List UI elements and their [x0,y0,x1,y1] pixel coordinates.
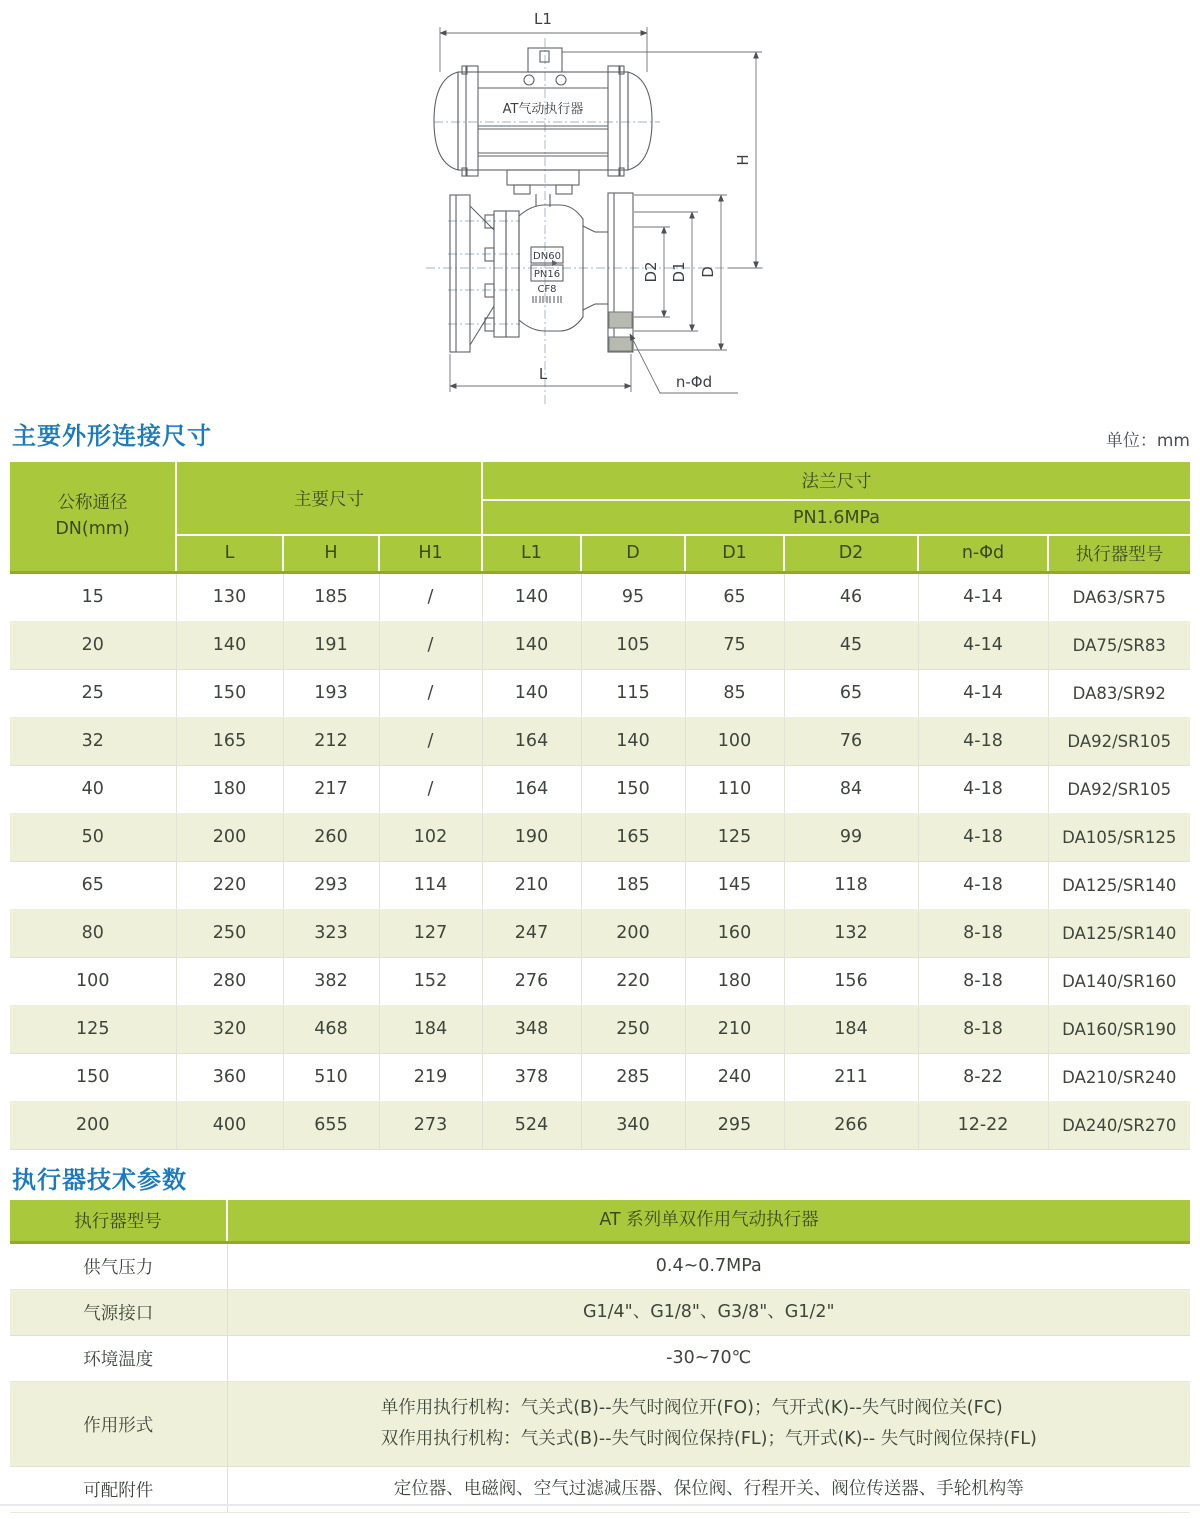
dim-cell: 32 [10,717,176,765]
dim-cell: 140 [482,621,581,669]
dim-cell: / [379,765,482,813]
dim-cell: 164 [482,765,581,813]
dim-cell: 180 [176,765,283,813]
dim-cell: 360 [176,1053,283,1101]
dim-cell: 12-22 [918,1101,1048,1149]
dim-cell: 220 [176,861,283,909]
dim-cell: 132 [784,909,918,957]
table-row [10,572,1190,621]
dim-cell: 273 [379,1101,482,1149]
dim-cell: 185 [581,861,685,909]
dim-cell: 125 [685,813,784,861]
dim-label-n-phid: n-Φd [675,373,713,391]
dim-cell: 212 [283,717,379,765]
dim-cell: 184 [379,1005,482,1053]
spec-row [10,1336,1190,1382]
column-header: D [581,535,685,572]
dim-cell: 219 [379,1053,482,1101]
dim-cell: 95 [581,572,685,621]
spec-label: 作用形式 [10,1382,227,1467]
dim-cell: 140 [482,669,581,717]
dim-cell: 400 [176,1101,283,1149]
dim-cell: 145 [685,861,784,909]
dim-cell: 65 [685,572,784,621]
dim-cell: 85 [685,669,784,717]
unit-label: 单位：mm [1105,431,1190,451]
dim-cell: 211 [784,1053,918,1101]
dim-cell: 293 [283,861,379,909]
section-title-dimensions: 主要外形连接尺寸 [12,422,212,450]
header-row-groups [10,462,1190,500]
dim-cell: 468 [283,1005,379,1053]
spec-row [10,1382,1190,1467]
column-header-dn-line1: 公称通径 [57,493,128,514]
spec-row [10,1290,1190,1336]
table-row [10,621,1190,669]
spec-value: G1/4"、G1/8"、G3/8"、G1/2" [227,1290,1190,1336]
valve-technical-drawing [388,2,808,410]
dim-label-l1: L1 [534,10,552,28]
dim-cell: 193 [283,669,379,717]
dim-cell: 76 [784,717,918,765]
dim-cell: 285 [581,1053,685,1101]
dim-cell: 184 [784,1005,918,1053]
dim-cell: 114 [379,861,482,909]
dim-cell: 276 [482,957,581,1005]
dim-cell: 320 [176,1005,283,1053]
dim-cell: 510 [283,1053,379,1101]
dim-cell: 250 [176,909,283,957]
dim-cell: 75 [685,621,784,669]
dim-cell: 185 [283,572,379,621]
dim-cell: 105 [581,621,685,669]
dim-cell: 25 [10,669,176,717]
dim-cell: DA63/SR75 [1048,572,1190,621]
table-row [10,765,1190,813]
dim-cell: 524 [482,1101,581,1149]
spec-label: 环境温度 [10,1336,227,1382]
dim-cell: 340 [581,1101,685,1149]
dim-cell: 8-22 [918,1053,1048,1101]
dim-cell: 65 [10,861,176,909]
dim-label-d1: D1 [670,261,688,283]
dim-cell: 240 [685,1053,784,1101]
dim-cell: DA105/SR125 [1048,813,1190,861]
table-row [10,861,1190,909]
dim-cell: DA160/SR190 [1048,1005,1190,1053]
column-group-pn: PN1.6MPa [482,500,1190,535]
spec-value: 0.4~0.7MPa [227,1243,1190,1290]
table-row [10,909,1190,957]
centerlines [426,38,764,404]
dim-label-d2: D2 [642,261,660,283]
dimension-lines [440,27,762,393]
valve-mark-pn: PN16 [533,269,561,280]
dim-cell: 8-18 [918,909,1048,957]
column-group-flange: 法兰尺寸 [482,462,1190,500]
dim-cell: 140 [482,572,581,621]
dim-cell: / [379,572,482,621]
table-row [10,1053,1190,1101]
column-header: n-Φd [918,535,1048,572]
dim-cell: DA210/SR240 [1048,1053,1190,1101]
column-header: H [283,535,379,572]
dim-cell: 323 [283,909,379,957]
dim-cell: 100 [10,957,176,1005]
dim-cell: 127 [379,909,482,957]
dim-cell: 164 [482,717,581,765]
dim-cell: 4-14 [918,621,1048,669]
spec-value: AT 系列单双作用气动执行器 [227,1200,1190,1243]
dim-cell: 190 [482,813,581,861]
dim-cell: 200 [581,909,685,957]
dim-cell: DA140/SR160 [1048,957,1190,1005]
dim-cell: 165 [581,813,685,861]
dim-cell: 40 [10,765,176,813]
dim-cell: 140 [176,621,283,669]
column-header: L1 [482,535,581,572]
spec-row [10,1243,1190,1290]
dim-cell: 200 [10,1101,176,1149]
dim-cell: 210 [482,861,581,909]
dim-cell: 382 [283,957,379,1005]
table-row [10,669,1190,717]
dim-cell: 45 [784,621,918,669]
dim-cell: 220 [581,957,685,1005]
dim-label-d: D [699,266,717,278]
dim-cell: 110 [685,765,784,813]
dim-cell: 118 [784,861,918,909]
table-row [10,813,1190,861]
dim-cell: 295 [685,1101,784,1149]
dim-cell: / [379,621,482,669]
valve-drawing-svg [388,2,808,410]
dim-cell: 4-18 [918,765,1048,813]
dim-cell: 217 [283,765,379,813]
dim-cell: 210 [685,1005,784,1053]
dim-cell: 156 [784,957,918,1005]
spec-label: 执行器型号 [10,1200,227,1243]
dim-cell: DA125/SR140 [1048,909,1190,957]
dim-cell: 20 [10,621,176,669]
table-row [10,1101,1190,1149]
valve-mark-material: CF8 [537,284,557,295]
actuator-section-header [12,1160,1190,1195]
dim-cell: 80 [10,909,176,957]
dim-cell: 150 [176,669,283,717]
dim-cell: 84 [784,765,918,813]
dim-cell: 655 [283,1101,379,1149]
dim-label-l: L [538,365,548,383]
dim-cell: 4-14 [918,572,1048,621]
column-header: 执行器型号 [1048,535,1190,572]
dim-cell: 15 [10,572,176,621]
spec-label: 供气压力 [10,1243,227,1290]
dim-cell: DA83/SR92 [1048,669,1190,717]
actuator-outline [434,48,652,207]
dim-cell: 180 [685,957,784,1005]
dim-cell: 160 [685,909,784,957]
column-header: D1 [685,535,784,572]
page-bottom-divider [0,1504,1200,1506]
dim-cell: 140 [581,717,685,765]
table-row [10,957,1190,1005]
dim-cell: 46 [784,572,918,621]
dimensions-table [10,462,1190,1150]
spec-label: 可配附件 [10,1467,227,1513]
dim-cell: 152 [379,957,482,1005]
dim-cell: 165 [176,717,283,765]
dim-cell: 191 [283,621,379,669]
spec-value: -30~70℃ [227,1336,1190,1382]
dim-cell: DA75/SR83 [1048,621,1190,669]
dim-cell: 378 [482,1053,581,1101]
dim-cell: DA92/SR105 [1048,717,1190,765]
spec-label: 气源接口 [10,1290,227,1336]
column-header-dn-line2: DN(mm) [55,519,130,540]
dim-cell: 8-18 [918,957,1048,1005]
dim-cell: 130 [176,572,283,621]
spec-value: 定位器、电磁阀、空气过滤减压器、保位阀、行程开关、阀位传送器、手轮机构等 [227,1467,1190,1513]
dim-cell: 247 [482,909,581,957]
dim-cell: 99 [784,813,918,861]
spec-value: 单作用执行机构：气关式(B)--失气时阀位开(FO)；气开式(K)--失气时阀位关(FC) 双作用执行机构：气关式(B)--失气时阀位保持(FL)；气开式(K)-- 失气时阀位保持(FL) [227,1382,1190,1467]
column-group-main-dims: 主要尺寸 [176,462,482,535]
table-row [10,717,1190,765]
dim-cell: 150 [581,765,685,813]
dim-cell: 150 [10,1053,176,1101]
dim-cell: DA125/SR140 [1048,861,1190,909]
dim-cell: 200 [176,813,283,861]
table-row [10,1005,1190,1053]
dim-cell: 102 [379,813,482,861]
dim-cell: 100 [685,717,784,765]
sub-header-row [10,535,1190,572]
dim-cell: / [379,669,482,717]
dim-cell: 280 [176,957,283,1005]
dim-cell: 266 [784,1101,918,1149]
spec-row [10,1200,1190,1243]
dim-cell: 260 [283,813,379,861]
actuator-table-body [10,1200,1190,1513]
valve-mark-dn: DN60 [533,251,561,262]
dim-cell: / [379,717,482,765]
section-title-actuator: 执行器技术参数 [12,1166,187,1194]
dim-cell: 115 [581,669,685,717]
actuator-spec-table [10,1200,1190,1513]
dim-cell: 4-18 [918,813,1048,861]
dim-cell: DA92/SR105 [1048,765,1190,813]
actuator-label: AT气动执行器 [502,102,584,117]
dim-cell: 250 [581,1005,685,1053]
dimensions-section-header [12,416,1190,451]
column-header: D2 [784,535,918,572]
dimensions-table-body [10,572,1190,1149]
dim-cell: 4-18 [918,861,1048,909]
dim-cell: 65 [784,669,918,717]
dim-cell: 4-18 [918,717,1048,765]
column-header-dn [10,462,176,572]
dim-cell: 50 [10,813,176,861]
dim-cell: 8-18 [918,1005,1048,1053]
dim-cell: 125 [10,1005,176,1053]
dim-cell: DA240/SR270 [1048,1101,1190,1149]
column-header: L [176,535,283,572]
column-header: H1 [379,535,482,572]
dim-label-h: H [734,154,752,166]
dim-cell: 4-14 [918,669,1048,717]
dim-cell: 348 [482,1005,581,1053]
